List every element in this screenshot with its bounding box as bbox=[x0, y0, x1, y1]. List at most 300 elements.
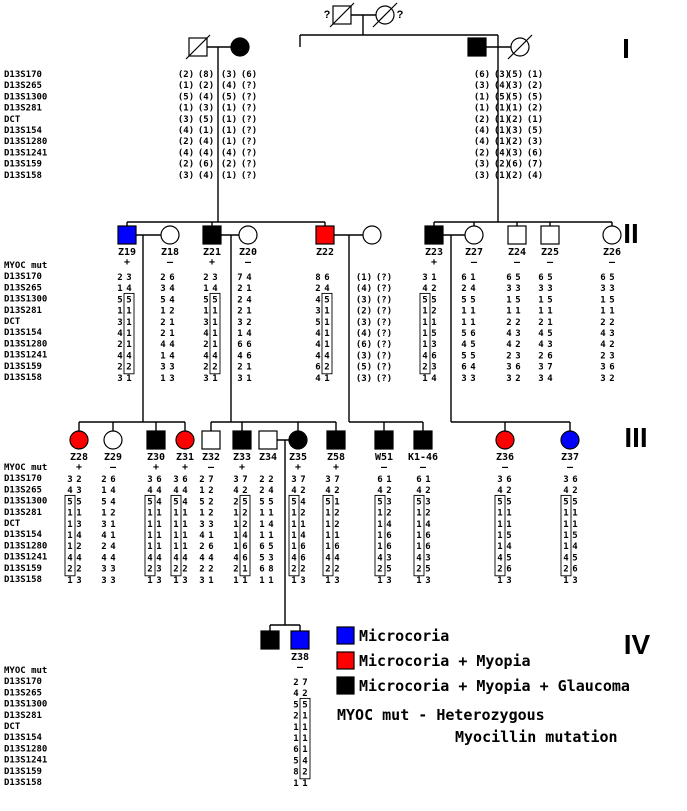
allele: 1 bbox=[117, 284, 123, 295]
allele: 1 bbox=[101, 508, 107, 519]
allele: (4) bbox=[197, 137, 215, 148]
myoc-mut-status: – bbox=[296, 662, 304, 673]
allele: 4 bbox=[334, 553, 340, 564]
allele: 1 bbox=[203, 284, 209, 295]
allele: 5 bbox=[259, 497, 265, 508]
allele: 1 bbox=[325, 508, 331, 519]
allele: 4 bbox=[293, 689, 299, 700]
allele: 2 bbox=[208, 564, 214, 575]
allele: 1 bbox=[291, 519, 297, 530]
allele: 1 bbox=[147, 531, 153, 541]
allele: 1 bbox=[268, 575, 274, 586]
allele: (3) bbox=[473, 159, 491, 170]
allele: 4 bbox=[117, 351, 123, 362]
allele: (2) bbox=[493, 159, 511, 170]
allele: (6) bbox=[473, 70, 491, 80]
allele: 1 bbox=[147, 519, 153, 530]
individual-id: K1-46 bbox=[407, 452, 439, 463]
unknown-marker: ? bbox=[396, 9, 404, 21]
allele: 4 bbox=[315, 351, 321, 362]
allele: 1 bbox=[173, 508, 179, 519]
allele: 1 bbox=[233, 575, 239, 586]
allele: 6 bbox=[506, 475, 512, 485]
allele: (5) bbox=[506, 92, 524, 103]
allele: 1 bbox=[293, 734, 299, 744]
allele: 2 bbox=[538, 317, 544, 328]
allele: (?) bbox=[375, 362, 393, 373]
haplotype-i1 bbox=[178, 70, 214, 181]
allele: 3 bbox=[101, 564, 107, 575]
allele: 6 bbox=[300, 553, 306, 564]
allele: 1 bbox=[377, 531, 383, 541]
allele: (?) bbox=[375, 284, 393, 295]
allele: (3) bbox=[473, 81, 491, 92]
allele: 4 bbox=[156, 486, 162, 497]
marker-name: MYOC mut bbox=[4, 666, 48, 676]
allele: 4 bbox=[268, 486, 274, 497]
haplotype-Z23 bbox=[420, 273, 437, 384]
allele: 2 bbox=[242, 486, 248, 497]
allele: 4 bbox=[242, 531, 248, 541]
allele: 1 bbox=[563, 542, 569, 553]
allele: 1 bbox=[325, 575, 331, 586]
allele: 3 bbox=[547, 340, 553, 351]
allele: 3 bbox=[386, 575, 392, 586]
haplotype-Z29 bbox=[101, 475, 116, 586]
allele: 4 bbox=[325, 553, 331, 564]
allele: 1 bbox=[67, 519, 73, 530]
allele: (1) bbox=[177, 103, 195, 114]
allele: (3) bbox=[197, 103, 215, 114]
marker-name: D13S1280 bbox=[4, 339, 48, 350]
allele: 2 bbox=[76, 564, 82, 575]
allele: 1 bbox=[233, 531, 239, 541]
allele: 5 bbox=[470, 295, 476, 306]
marker-name: D13S154 bbox=[4, 328, 42, 339]
allele: 5 bbox=[259, 553, 265, 564]
marker-name: D13S1241 bbox=[4, 350, 48, 361]
allele: 3 bbox=[300, 575, 306, 586]
allele: 1 bbox=[212, 306, 218, 317]
allele: 1 bbox=[233, 542, 239, 553]
allele: 4 bbox=[300, 497, 306, 508]
allele: (?) bbox=[375, 329, 393, 339]
allele: 5 bbox=[609, 295, 615, 306]
haplotype-Z24 bbox=[506, 273, 520, 384]
allele: 2 bbox=[563, 564, 569, 575]
allele: 4 bbox=[538, 329, 544, 339]
individual-id: Z36 bbox=[495, 452, 515, 463]
allele: 5 bbox=[572, 553, 578, 564]
allele: 2 bbox=[324, 362, 330, 373]
allele: 1 bbox=[470, 273, 476, 283]
allele: 1 bbox=[268, 508, 274, 519]
allele: 1 bbox=[291, 575, 297, 586]
allele: (?) bbox=[375, 306, 393, 317]
myoc-mut-status: + bbox=[238, 462, 246, 473]
allele: 1 bbox=[377, 575, 383, 586]
allele: (4) bbox=[355, 329, 373, 339]
allele: 3 bbox=[199, 575, 205, 586]
allele: 4 bbox=[461, 340, 467, 351]
allele: 1 bbox=[515, 306, 521, 317]
marker-name: D13S265 bbox=[4, 688, 42, 699]
allele: (4) bbox=[220, 81, 238, 92]
allele: (5) bbox=[197, 114, 215, 125]
allele: 3 bbox=[237, 317, 243, 328]
allele: (?) bbox=[375, 340, 393, 351]
allele: 4 bbox=[563, 486, 569, 497]
allele: 1 bbox=[203, 306, 209, 317]
haplotype-Z34 bbox=[259, 475, 274, 586]
allele: (4) bbox=[526, 170, 544, 181]
w51-male-symbol bbox=[375, 431, 393, 449]
allele: 2 bbox=[515, 373, 521, 384]
allele: 3 bbox=[101, 519, 107, 530]
marker-name: D13S158 bbox=[4, 373, 42, 383]
generation-label-g2: II bbox=[623, 218, 639, 249]
allele: 4 bbox=[173, 486, 179, 497]
individual-id: Z38 bbox=[290, 652, 310, 663]
myoc-mut-status: + bbox=[181, 462, 189, 473]
allele: 3 bbox=[147, 475, 153, 485]
marker-name: D13S159 bbox=[4, 766, 42, 777]
allele: 2 bbox=[173, 564, 179, 575]
myoc-mut-status: + bbox=[430, 257, 438, 268]
allele: 1 bbox=[416, 531, 422, 541]
allele: 3 bbox=[156, 575, 162, 586]
allele: 5 bbox=[563, 497, 569, 508]
allele: 4 bbox=[76, 553, 82, 564]
allele: 7 bbox=[237, 273, 243, 283]
allele: 1 bbox=[110, 531, 116, 541]
allele: 2 bbox=[117, 273, 123, 283]
iv1-male-symbol bbox=[261, 631, 279, 649]
allele: 4 bbox=[268, 519, 274, 530]
allele: (5) bbox=[493, 92, 511, 103]
allele: 1 bbox=[169, 317, 175, 328]
allele: 1 bbox=[506, 519, 512, 530]
allele: 1 bbox=[293, 722, 299, 733]
individual-id: Z26 bbox=[602, 247, 622, 258]
marker-name: D13S159 bbox=[4, 159, 42, 170]
allele: 1 bbox=[497, 542, 503, 553]
individual-id: Z23 bbox=[424, 247, 444, 258]
allele: 1 bbox=[325, 531, 331, 541]
allele: (?) bbox=[375, 295, 393, 306]
allele: 4 bbox=[199, 553, 205, 564]
individual-id: Z33 bbox=[232, 452, 252, 463]
z28-female-symbol bbox=[70, 431, 88, 449]
allele: 3 bbox=[110, 575, 116, 586]
allele: 2 bbox=[515, 340, 521, 351]
allele: 1 bbox=[182, 519, 188, 530]
allele: 2 bbox=[160, 329, 166, 339]
haplotype-Z33 bbox=[233, 475, 250, 586]
haplotype-Z27 bbox=[461, 273, 476, 384]
allele: 5 bbox=[506, 497, 512, 508]
myoc-mut-status: – bbox=[546, 257, 554, 268]
allele: 4 bbox=[506, 329, 512, 339]
allele: 5 bbox=[203, 295, 209, 306]
allele: (4) bbox=[493, 81, 511, 92]
allele: 6 bbox=[600, 273, 606, 283]
allele: (5) bbox=[506, 70, 524, 80]
allele: (3) bbox=[473, 170, 491, 181]
allele: 4 bbox=[156, 497, 162, 508]
legend-swatch-microcoria_myopia_glaucoma bbox=[337, 677, 354, 694]
allele: 4 bbox=[497, 486, 503, 497]
haplotype-Z58 bbox=[323, 475, 340, 586]
allele: 4 bbox=[386, 519, 392, 530]
myoc-mut-status: + bbox=[152, 462, 160, 473]
allele: (1) bbox=[220, 137, 238, 148]
allele: (?) bbox=[240, 126, 258, 136]
allele: 1 bbox=[506, 508, 512, 519]
allele: 4 bbox=[212, 284, 218, 295]
allele: 1 bbox=[182, 531, 188, 541]
haplotype-Z30 bbox=[145, 475, 162, 586]
allele: 1 bbox=[416, 519, 422, 530]
allele: 3 bbox=[425, 553, 431, 564]
allele: (1) bbox=[220, 170, 238, 181]
allele: 1 bbox=[324, 373, 330, 384]
allele: 2 bbox=[237, 362, 243, 373]
haplotype-Z22sp bbox=[356, 273, 392, 384]
allele: 1 bbox=[259, 531, 265, 541]
marker-name: DCT bbox=[4, 519, 21, 529]
allele: (3) bbox=[506, 81, 524, 92]
k1-46-male-symbol bbox=[414, 431, 432, 449]
allele: (8) bbox=[197, 70, 215, 80]
allele: 2 bbox=[182, 564, 188, 575]
allele: 1 bbox=[291, 508, 297, 519]
allele: (?) bbox=[240, 170, 258, 181]
allele: 4 bbox=[563, 553, 569, 564]
allele: 1 bbox=[259, 575, 265, 586]
allele: 2 bbox=[203, 340, 209, 351]
individual-id: Z28 bbox=[69, 452, 89, 463]
marker-name: D13S159 bbox=[4, 361, 42, 372]
allele: 3 bbox=[182, 575, 188, 586]
allele: (3) bbox=[220, 70, 238, 80]
myoc-mut-status: – bbox=[608, 257, 616, 268]
marker-name: D13S281 bbox=[4, 710, 42, 721]
marker-name: D13S1280 bbox=[4, 137, 48, 148]
allele: 2 bbox=[199, 475, 205, 485]
allele: 2 bbox=[110, 508, 116, 519]
z27-female-symbol bbox=[465, 226, 483, 244]
allele: 1 bbox=[497, 508, 503, 519]
allele: 1 bbox=[563, 508, 569, 519]
allele: (3) bbox=[177, 114, 195, 125]
allele: 5 bbox=[377, 497, 383, 508]
allele: (3) bbox=[506, 148, 524, 159]
allele: 1 bbox=[117, 306, 123, 317]
allele: 4 bbox=[325, 486, 331, 497]
allele: (?) bbox=[240, 114, 258, 125]
haplotype-Z36 bbox=[495, 475, 512, 586]
allele: (?) bbox=[375, 273, 393, 283]
allele: (4) bbox=[177, 126, 195, 136]
allele: 3 bbox=[101, 575, 107, 586]
allele: 3 bbox=[461, 373, 467, 384]
allele: 1 bbox=[470, 306, 476, 317]
marker-name: D13S265 bbox=[4, 81, 42, 92]
allele: (3) bbox=[493, 70, 511, 80]
allele: 1 bbox=[147, 575, 153, 586]
allele: 2 bbox=[160, 317, 166, 328]
allele: 2 bbox=[147, 564, 153, 575]
marker-name: D13S1241 bbox=[4, 148, 48, 159]
allele: 1 bbox=[199, 486, 205, 497]
allele: 8 bbox=[315, 273, 321, 283]
individual-id: Z58 bbox=[326, 452, 346, 463]
allele: 1 bbox=[563, 519, 569, 530]
allele: 4 bbox=[203, 329, 209, 339]
allele: 4 bbox=[246, 329, 252, 339]
individual-id: Z34 bbox=[258, 452, 278, 463]
allele: 5 bbox=[547, 273, 553, 283]
allele: 6 bbox=[431, 351, 437, 362]
allele: (?) bbox=[240, 92, 258, 103]
marker-name: D13S281 bbox=[4, 103, 42, 114]
allele: 4 bbox=[538, 340, 544, 351]
allele: 1 bbox=[324, 329, 330, 339]
allele: (?) bbox=[240, 137, 258, 148]
allele: 4 bbox=[506, 340, 512, 351]
allele: 1 bbox=[497, 519, 503, 530]
myoc-mut-status: – bbox=[419, 462, 427, 473]
allele: 7 bbox=[300, 475, 306, 485]
z19-male-symbol bbox=[118, 226, 136, 244]
allele: 3 bbox=[173, 475, 179, 485]
legend-label: Microcoria + Myopia + Glaucoma bbox=[359, 677, 630, 695]
allele: (2) bbox=[526, 81, 544, 92]
allele: 4 bbox=[315, 329, 321, 339]
allele: 2 bbox=[237, 306, 243, 317]
allele: 4 bbox=[160, 340, 166, 351]
allele: (3) bbox=[355, 351, 373, 362]
allele: (5) bbox=[526, 126, 544, 136]
myoc-mut-status: + bbox=[294, 462, 302, 473]
marker-name: D13S281 bbox=[4, 507, 42, 518]
allele: 2 bbox=[315, 284, 321, 295]
allele: 4 bbox=[110, 553, 116, 564]
z58-male-symbol bbox=[327, 431, 345, 449]
allele: 4 bbox=[110, 542, 116, 553]
marker-name: D13S1241 bbox=[4, 552, 48, 563]
allele: (2) bbox=[177, 137, 195, 148]
allele: 6 bbox=[156, 475, 162, 485]
allele: 4 bbox=[416, 553, 422, 564]
allele: 5 bbox=[461, 351, 467, 362]
allele: (2) bbox=[220, 159, 238, 170]
haplotype-Z20 bbox=[237, 273, 252, 384]
allele: 5 bbox=[212, 295, 218, 306]
allele: 6 bbox=[237, 340, 243, 351]
allele: 4 bbox=[169, 295, 175, 306]
allele: 2 bbox=[334, 508, 340, 519]
allele: 6 bbox=[169, 273, 175, 283]
allele: 1 bbox=[156, 519, 162, 530]
allele: 6 bbox=[506, 273, 512, 283]
z30-male-symbol bbox=[147, 431, 165, 449]
allele: 5 bbox=[422, 295, 428, 306]
allele: 6 bbox=[572, 475, 578, 485]
allele: 1 bbox=[538, 306, 544, 317]
allele: (1) bbox=[473, 92, 491, 103]
allele: 3 bbox=[233, 475, 239, 485]
allele: 4 bbox=[324, 284, 330, 295]
allele: 3 bbox=[600, 284, 606, 295]
allele: 2 bbox=[416, 564, 422, 575]
myoc-mut-status: – bbox=[566, 462, 574, 473]
allele: 3 bbox=[156, 564, 162, 575]
allele: (4) bbox=[197, 148, 215, 159]
allele: (4) bbox=[493, 148, 511, 159]
note-line-2: Myocillin mutation bbox=[455, 728, 618, 746]
allele: (7) bbox=[526, 159, 544, 170]
allele: 4 bbox=[67, 553, 73, 564]
allele: 7 bbox=[302, 678, 308, 688]
individual-id: Z18 bbox=[160, 247, 180, 258]
allele: 3 bbox=[126, 273, 132, 283]
allele: (1) bbox=[493, 114, 511, 125]
allele: 2 bbox=[76, 542, 82, 553]
allele: 5 bbox=[425, 564, 431, 575]
allele: (2) bbox=[506, 114, 524, 125]
allele: 2 bbox=[386, 486, 392, 497]
marker-name: D13S158 bbox=[4, 170, 42, 181]
allele: 1 bbox=[67, 575, 73, 586]
haplotype-K1-46 bbox=[414, 475, 431, 586]
allele: 1 bbox=[246, 284, 252, 295]
allele: 4 bbox=[156, 553, 162, 564]
allele: 4 bbox=[506, 542, 512, 553]
allele: 3 bbox=[208, 519, 214, 530]
allele: 5 bbox=[547, 295, 553, 306]
z26-female-symbol bbox=[603, 226, 621, 244]
allele: 1 bbox=[416, 542, 422, 553]
allele: 6 bbox=[386, 531, 392, 541]
allele: 2 bbox=[233, 497, 239, 508]
allele: 2 bbox=[538, 351, 544, 362]
individual-id: Z31 bbox=[175, 452, 195, 463]
allele: 2 bbox=[334, 519, 340, 530]
haplotype-i3 bbox=[474, 70, 510, 181]
allele: (2) bbox=[473, 114, 491, 125]
marker-name: D13S281 bbox=[4, 305, 42, 316]
allele: 2 bbox=[203, 273, 209, 283]
allele: 5 bbox=[117, 295, 123, 306]
allele: 6 bbox=[110, 475, 116, 485]
allele: 3 bbox=[67, 475, 73, 485]
allele: 1 bbox=[497, 575, 503, 586]
marker-name: D13S1280 bbox=[4, 744, 48, 755]
allele: 1 bbox=[422, 317, 428, 328]
haplotype-Z19 bbox=[117, 273, 134, 384]
allele: 2 bbox=[609, 373, 615, 384]
allele: 1 bbox=[169, 329, 175, 339]
myoc-mut-status: – bbox=[470, 257, 478, 268]
allele: 5 bbox=[497, 497, 503, 508]
allele: 3 bbox=[117, 317, 123, 328]
allele: (3) bbox=[506, 126, 524, 136]
allele: 6 bbox=[547, 351, 553, 362]
allele: 1 bbox=[302, 711, 308, 722]
allele: 2 bbox=[461, 284, 467, 295]
